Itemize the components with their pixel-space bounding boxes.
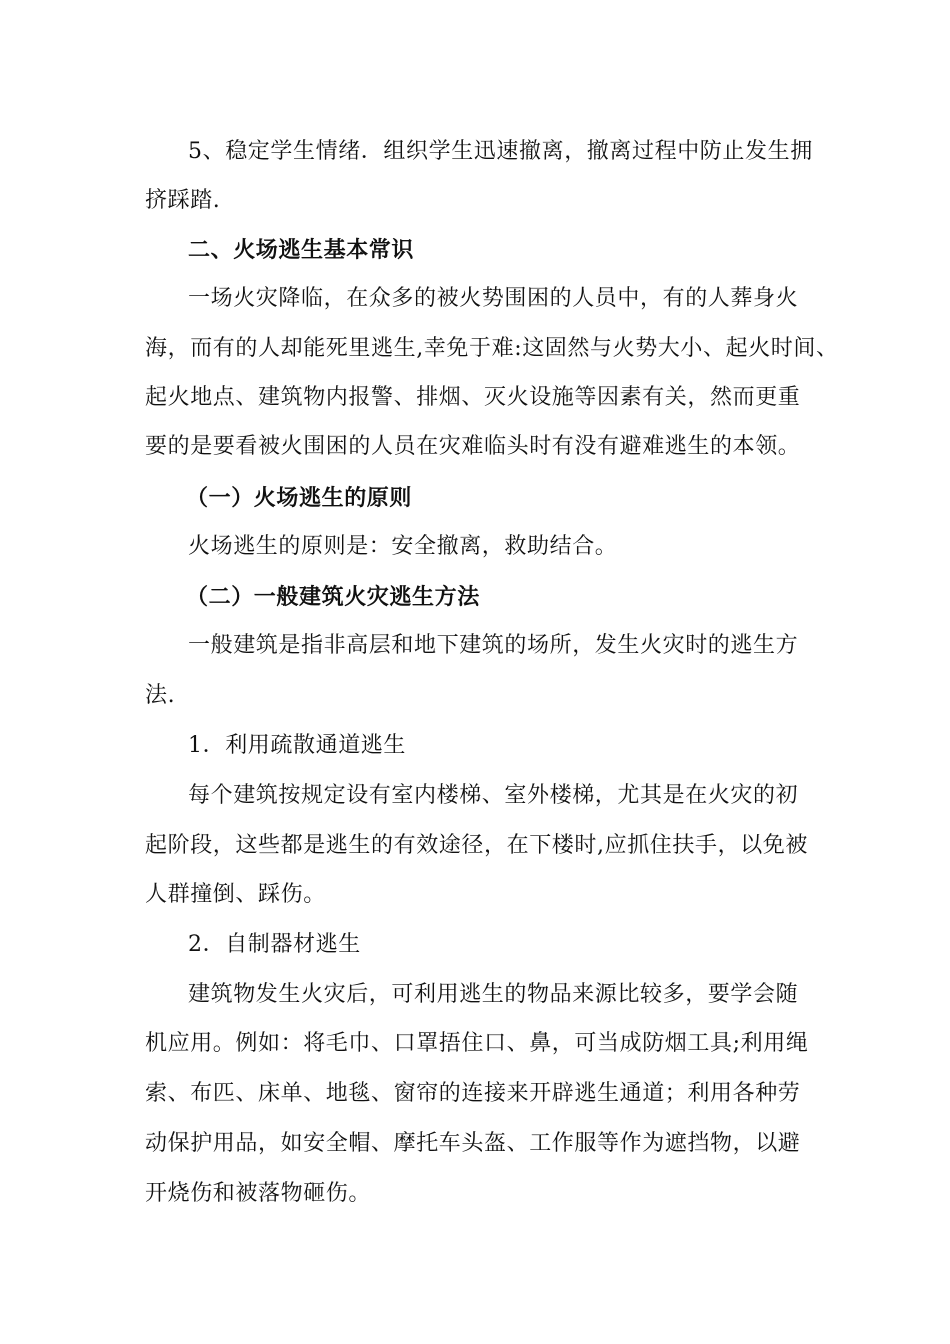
paragraph-line: 挤踩踏. xyxy=(145,188,221,213)
paragraph-line: 法. xyxy=(145,683,176,708)
paragraph-line: 每个建筑按规定设有室内楼梯、室外楼梯，尤其是在火灾的初 xyxy=(188,783,799,808)
paragraph-line: 火场逃生的原则是：安全撤离，救助结合。 xyxy=(188,534,618,559)
paragraph-line: 一场火灾降临，在众多的被火势围困的人员中，有的人葬身火 xyxy=(188,286,799,311)
section-heading: 二、火场逃生基本常识 xyxy=(188,237,415,263)
paragraph-line: 一般建筑是指非高层和地下建筑的场所，发生火灾时的逃生方 xyxy=(188,633,799,658)
paragraph-line: 机应用。例如：将毛巾、口罩捂住口、鼻，可当成防烟工具;利用绳 xyxy=(145,1031,809,1056)
list-item-heading: 2．自制器材逃生 xyxy=(188,932,361,957)
paragraph-line: 动保护用品，如安全帽、摩托车头盔、工作服等作为遮挡物，以避 xyxy=(145,1131,801,1156)
subsection-heading: （一）火场逃生的原则 xyxy=(186,485,413,511)
paragraph-line: 起阶段，这些都是逃生的有效途径，在下楼时,应抓住扶手，以免被 xyxy=(145,833,808,858)
paragraph-line: 要的是要看被火围困的人员在灾难临头时有没有避难逃生的本领。 xyxy=(145,434,801,459)
list-item-heading: 1．利用疏散通道逃生 xyxy=(188,733,406,758)
paragraph-line: 起火地点、建筑物内报警、排烟、灭火设施等因素有关，然而更重 xyxy=(145,385,801,410)
paragraph-line: 开烧伤和被落物砸伤。 xyxy=(145,1181,372,1206)
paragraph-line: 建筑物发生火灾后，可利用逃生的物品来源比较多，要学会随 xyxy=(188,982,799,1007)
paragraph-line: 人群撞倒、踩伤。 xyxy=(145,882,326,907)
paragraph-line: 索、布匹、床单、地毯、窗帘的连接来开辟逃生通道；利用各种劳 xyxy=(145,1081,801,1106)
subsection-heading: （二）一般建筑火灾逃生方法 xyxy=(186,584,480,610)
paragraph-line: 海，而有的人却能死里逃生,幸免于难:这固然与火势大小、起火时间、 xyxy=(145,336,839,361)
paragraph-line: 5、稳定学生情绪．组织学生迅速撤离，撤离过程中防止发生拥 xyxy=(188,139,813,164)
